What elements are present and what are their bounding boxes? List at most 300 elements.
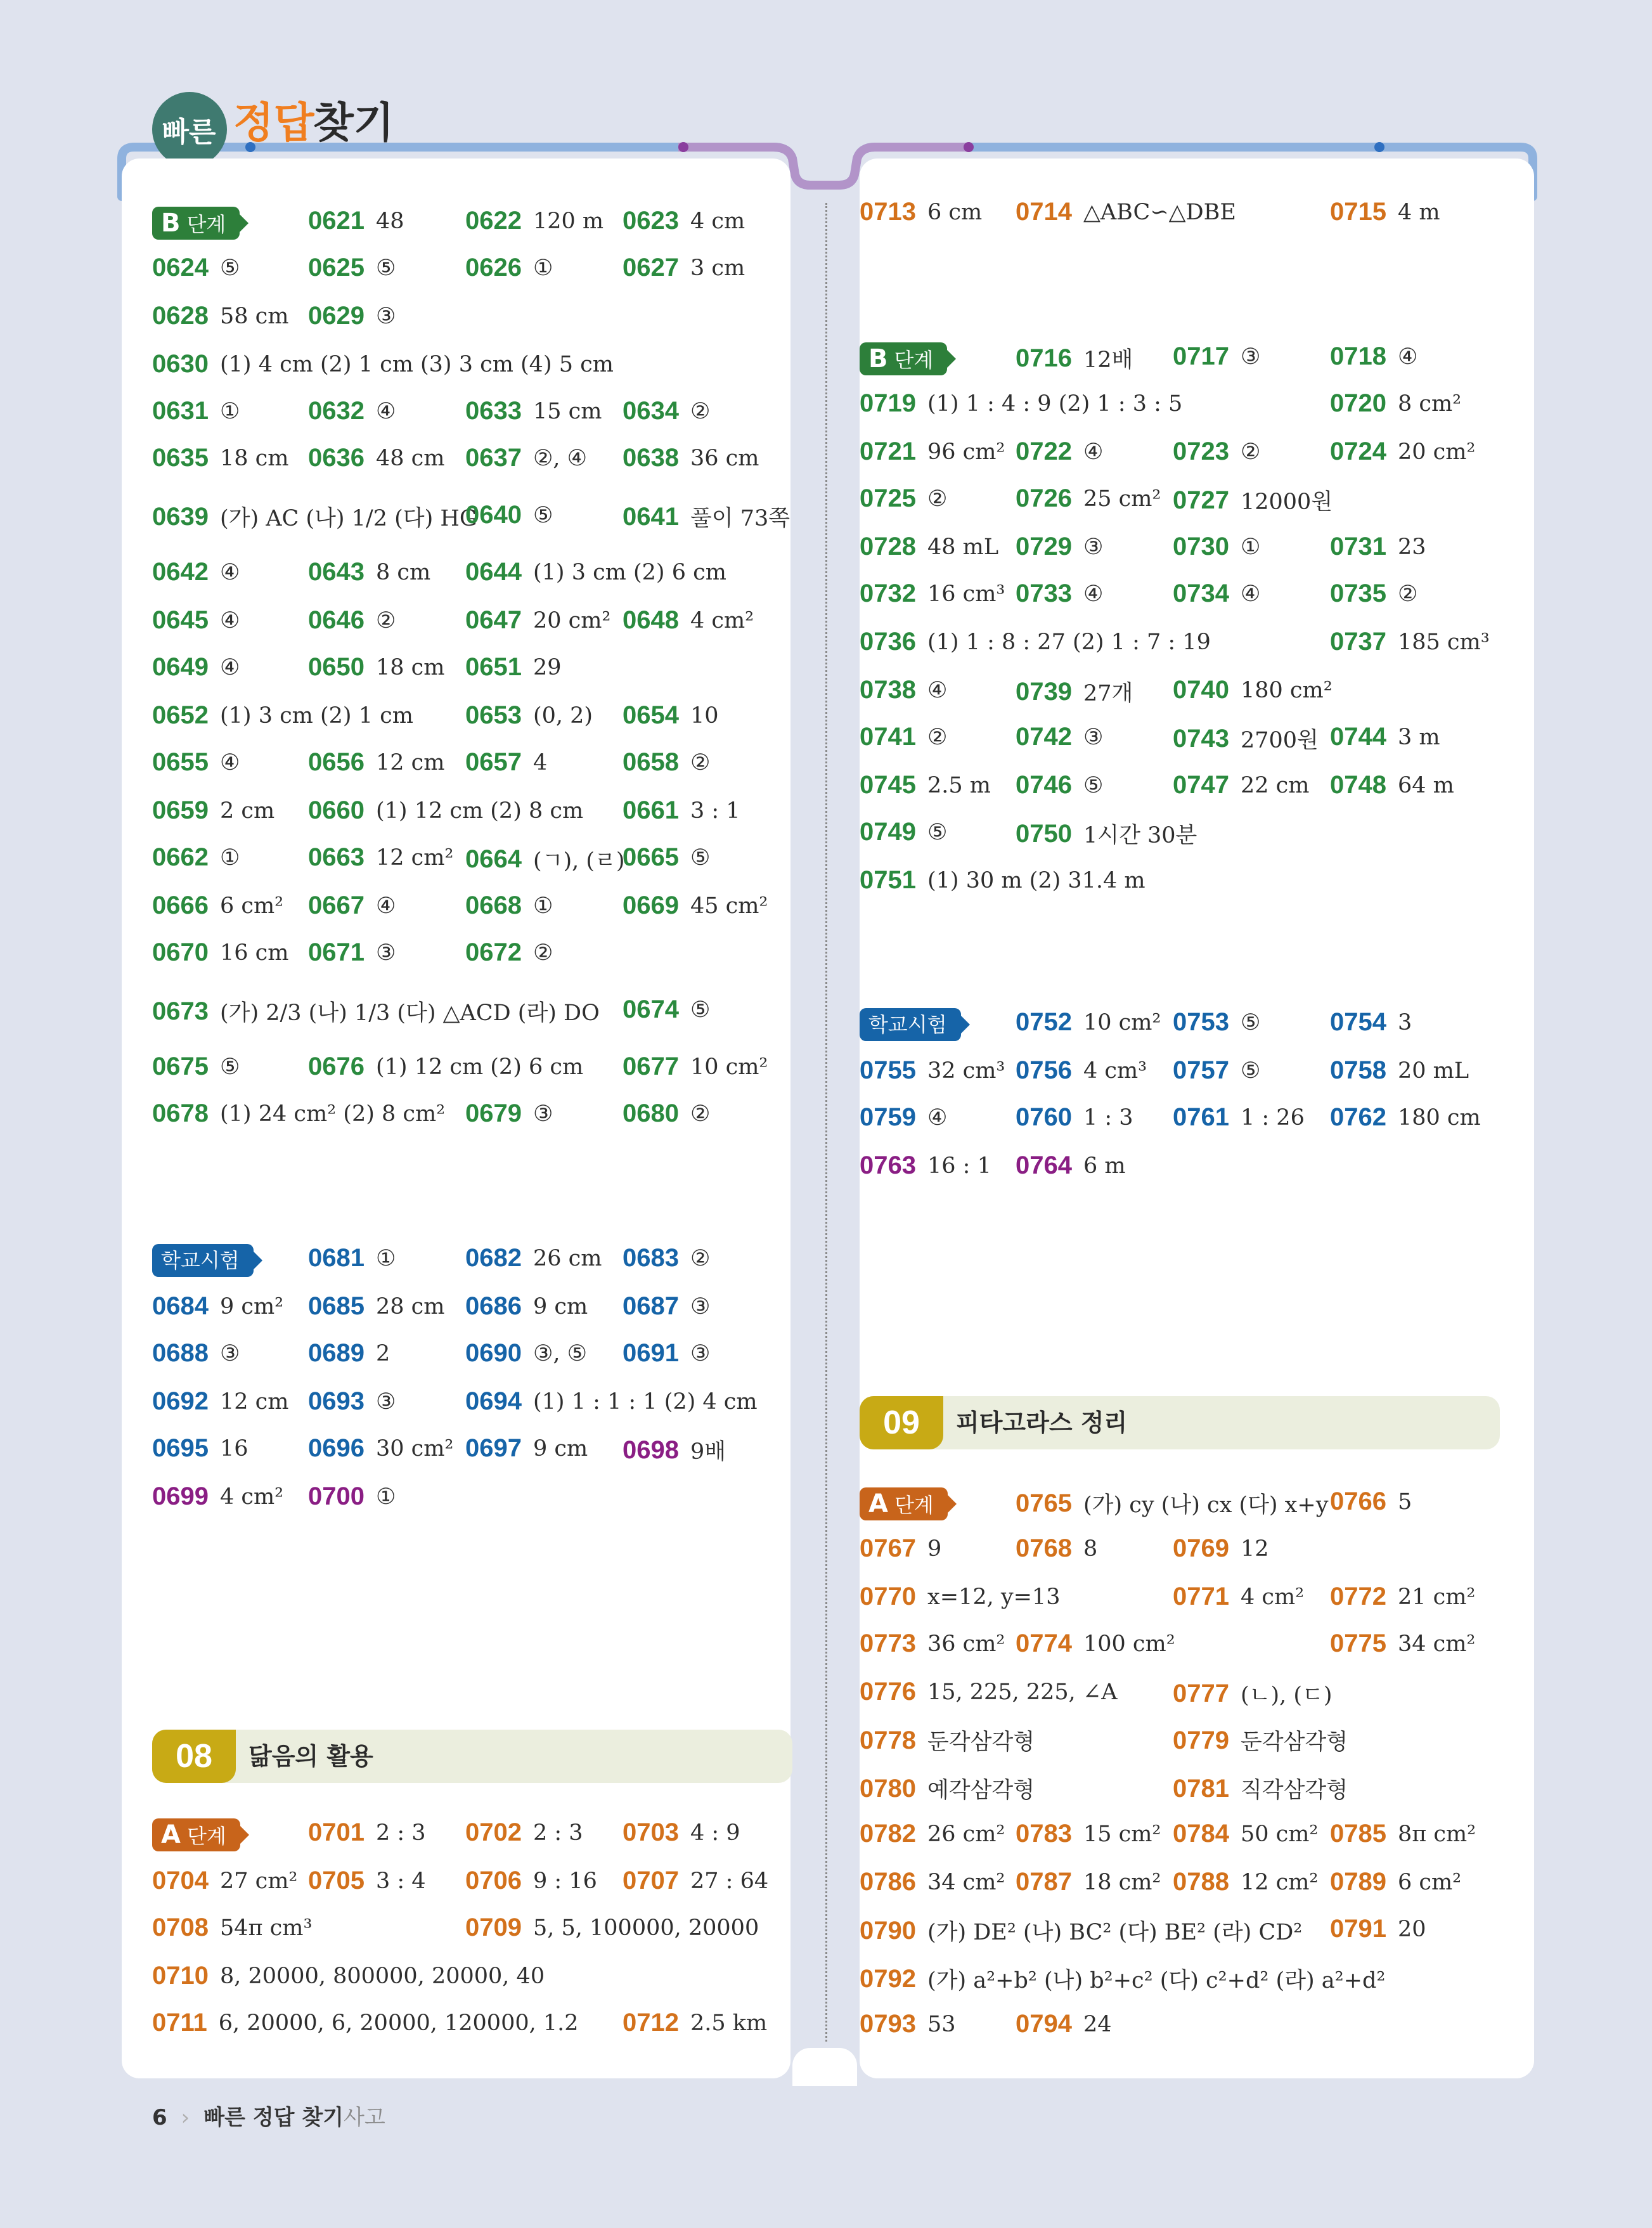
answer-item — [860, 1868, 1005, 1896]
answer-item — [308, 891, 396, 920]
problem-number: 0624 — [152, 254, 209, 282]
answer-value: 12 — [1240, 1536, 1269, 1562]
answer-item — [1330, 1008, 1412, 1037]
badge-label: 단계 — [186, 212, 226, 236]
answer-item — [308, 1244, 396, 1273]
answer-value: 풀이 73쪽 — [690, 506, 791, 531]
answer-value: 8 cm — [375, 559, 431, 585]
problem-number: 0657 — [465, 748, 522, 776]
answer-item — [1330, 437, 1475, 466]
answer-item — [465, 1434, 588, 1463]
answer-value: 8 cm² — [1397, 391, 1462, 417]
problem-number: 0736 — [860, 628, 916, 656]
answer-item — [152, 302, 288, 330]
answer-value: 29 — [532, 654, 562, 680]
answer-value: 48 mL — [927, 534, 999, 560]
answer-item — [465, 891, 553, 920]
badge-label: 단계 — [894, 1493, 934, 1517]
answer-item — [1173, 437, 1260, 466]
problem-number: 0753 — [1173, 1008, 1229, 1036]
answer-value: 18 cm — [219, 445, 289, 471]
answer-value: ⑤ — [532, 502, 553, 528]
problem-number: 0738 — [860, 676, 916, 704]
problem-number: 0787 — [1016, 1868, 1072, 1896]
answer-item — [1330, 1487, 1412, 1516]
answer-item — [623, 1292, 710, 1321]
answer-item — [860, 818, 947, 846]
answer-value: 6 cm² — [219, 893, 284, 919]
answer-item — [1016, 723, 1103, 751]
logo-word-quick: 빠른 — [162, 116, 216, 148]
answer-value: 2 cm — [219, 798, 275, 824]
answer-value: ②, ④ — [532, 445, 587, 471]
answer-item — [152, 397, 240, 425]
answer-item — [1173, 1056, 1260, 1085]
answer-item — [1173, 484, 1333, 516]
answer-value: ⑤ — [1240, 1058, 1261, 1084]
answer-value: ③ — [1083, 534, 1104, 560]
answer-item — [308, 558, 430, 586]
problem-number: 0765 — [1016, 1489, 1072, 1517]
answer-value: 8π cm² — [1397, 1821, 1476, 1847]
answer-value: 8, 20000, 800000, 20000, 40 — [219, 1963, 545, 1989]
answer-value: ② — [690, 1245, 711, 1271]
problem-number: 0627 — [623, 254, 679, 282]
answer-value: ② — [927, 486, 948, 512]
problem-number: 0671 — [308, 938, 365, 966]
answer-value: 32 cm³ — [927, 1058, 1005, 1084]
problem-number: 0722 — [1016, 437, 1072, 465]
answer-item — [1016, 1868, 1161, 1896]
answer-item — [152, 891, 283, 920]
answer-item — [152, 1914, 312, 1942]
chapter-08-header — [152, 1730, 792, 1783]
problem-number: 0768 — [1016, 1534, 1072, 1562]
problem-number: 0641 — [623, 502, 679, 531]
answer-item — [1173, 1868, 1318, 1896]
answer-item — [1016, 1008, 1161, 1037]
answer-item — [860, 1725, 1035, 1756]
problem-number: 0752 — [1016, 1008, 1072, 1036]
left-badge-b-level — [152, 207, 240, 240]
problem-number: 0675 — [152, 1052, 209, 1080]
answer-value: 20 cm² — [1397, 439, 1476, 465]
answer-item — [465, 254, 553, 282]
chevron-right-icon: › — [181, 2105, 190, 2130]
answer-value: (1) 4 cm (2) 1 cm (3) 3 cm (4) 5 cm — [219, 351, 614, 377]
problem-number: 0733 — [1016, 580, 1072, 607]
problem-number: 0702 — [465, 1818, 522, 1846]
answer-value: ③ — [1240, 344, 1261, 370]
column-divider — [825, 203, 827, 2042]
answer-value: 20 mL — [1397, 1058, 1469, 1084]
answer-item — [1016, 1820, 1161, 1848]
problem-number: 0637 — [465, 444, 522, 472]
answer-value: 9 cm² — [219, 1293, 284, 1319]
answer-value: ⑤ — [1240, 1009, 1261, 1035]
answer-item — [1330, 1915, 1426, 1943]
problem-number: 0747 — [1173, 771, 1229, 799]
badge-label: 단계 — [894, 348, 934, 372]
answer-value: ④ — [1240, 581, 1261, 607]
problem-number: 0735 — [1330, 580, 1386, 607]
answer-value: 9 cm — [532, 1435, 588, 1461]
problem-number: 0793 — [860, 2010, 916, 2038]
answer-value: 2.5 m — [927, 772, 991, 798]
problem-number: 0677 — [623, 1052, 679, 1080]
answer-value: x=12, y=13 — [927, 1584, 1061, 1610]
problem-number: 0680 — [623, 1099, 679, 1127]
problem-number: 0650 — [308, 653, 365, 681]
answer-item — [1016, 437, 1103, 466]
answer-value: 4 m — [1397, 199, 1440, 225]
answer-value: 96 cm² — [927, 439, 1005, 465]
answer-item — [1330, 628, 1490, 656]
problem-number: 0774 — [1016, 1629, 1072, 1657]
answer-item — [623, 843, 710, 872]
answer-item — [152, 254, 240, 282]
answer-item — [308, 1387, 396, 1416]
answer-item — [860, 1820, 1005, 1848]
right-badge-school-test — [860, 1008, 961, 1041]
answer-value: ④ — [1083, 581, 1104, 607]
answer-value: 9 — [927, 1536, 942, 1562]
answer-item — [152, 444, 288, 472]
problem-number: 0723 — [1173, 437, 1229, 465]
answer-value: 12000원 — [1240, 489, 1333, 515]
problem-number: 0730 — [1173, 533, 1229, 560]
answer-item — [860, 676, 947, 704]
answer-value: (ㄴ), (ㄷ) — [1240, 1683, 1333, 1708]
answer-item — [1330, 771, 1454, 800]
answer-item — [152, 1339, 240, 1368]
problem-number: 0623 — [623, 207, 679, 235]
answer-value: ④ — [375, 398, 396, 424]
problem-number: 0788 — [1173, 1868, 1229, 1896]
answer-value: ④ — [927, 1104, 948, 1130]
answer-item — [465, 938, 553, 967]
answer-value: 예각삼각형 — [927, 1778, 1035, 1803]
problem-number: 0658 — [623, 748, 679, 776]
answer-item — [308, 1482, 396, 1511]
problem-number: 0794 — [1016, 2010, 1072, 2038]
problem-number: 0743 — [1173, 724, 1229, 753]
answer-item — [860, 1629, 1005, 1658]
problem-number: 0758 — [1330, 1056, 1386, 1084]
problem-number: 0682 — [465, 1244, 522, 1272]
problem-number: 0629 — [308, 302, 365, 330]
problem-number: 0751 — [860, 866, 916, 894]
answer-value: 26 cm — [532, 1245, 602, 1271]
problem-number: 0777 — [1173, 1679, 1229, 1707]
answer-value: 180 cm — [1397, 1104, 1481, 1130]
answer-value: ⑤ — [219, 1054, 240, 1080]
answer-item — [623, 891, 768, 920]
problem-number: 0719 — [860, 389, 916, 417]
problem-number: 0697 — [465, 1434, 522, 1462]
answer-item — [1330, 389, 1461, 418]
chapter-title: 피타고라스 정리 — [956, 1409, 1128, 1437]
answer-value: 20 — [1397, 1916, 1426, 1942]
answer-item — [860, 437, 1005, 466]
problem-number: 0757 — [1173, 1056, 1229, 1084]
answer-item — [623, 254, 745, 282]
problem-number: 0792 — [860, 1964, 916, 1993]
problem-number: 0764 — [1016, 1151, 1072, 1179]
answer-item — [623, 796, 740, 825]
problem-number: 0773 — [860, 1629, 916, 1657]
answer-item — [860, 1678, 1117, 1706]
problem-number: 0706 — [465, 1867, 522, 1894]
answer-item — [860, 484, 947, 513]
answer-item — [308, 1292, 444, 1321]
answer-item — [152, 558, 240, 586]
answer-value: ② — [532, 940, 553, 966]
answer-value: ② — [690, 398, 711, 424]
answer-value: 8 — [1083, 1536, 1098, 1562]
logo-word-answer: 정답 — [233, 98, 314, 147]
answer-item — [152, 1962, 545, 1990]
answer-value: (1) 12 cm (2) 8 cm — [375, 798, 584, 824]
answer-item — [465, 653, 562, 682]
answer-item — [1173, 1820, 1318, 1848]
answer-value: 1시간 30분 — [1083, 823, 1197, 848]
answer-value: ③, ⑤ — [532, 1340, 587, 1366]
answer-item — [308, 938, 396, 967]
answer-item — [1330, 342, 1417, 371]
answer-value: ② — [1240, 439, 1261, 465]
answer-value: 3 m — [1397, 724, 1440, 750]
answer-value: ④ — [219, 749, 240, 775]
answer-value: 4 cm³ — [1083, 1058, 1147, 1084]
answer-item — [1016, 676, 1133, 708]
answer-value: ③ — [690, 1340, 711, 1366]
problem-number: 0775 — [1330, 1629, 1386, 1657]
answer-value: ⑤ — [1083, 772, 1104, 798]
problem-number: 0667 — [308, 891, 365, 919]
answer-item — [308, 1052, 583, 1081]
answer-value: 15, 225, 225, ∠A — [927, 1679, 1118, 1705]
answer-item — [1330, 580, 1417, 608]
problem-number: 0685 — [308, 1292, 365, 1320]
badge-letter: B — [868, 344, 888, 373]
answer-value: 64 m — [1397, 772, 1454, 798]
problem-number: 0695 — [152, 1434, 209, 1462]
answer-item — [465, 606, 610, 635]
answer-value: 둔각삼각형 — [1240, 1730, 1348, 1755]
problem-number: 0670 — [152, 938, 209, 966]
answer-value: 18 cm² — [1083, 1869, 1161, 1895]
answer-value: (가) DE² (나) BC² (다) BE² (라) CD² — [927, 1920, 1303, 1945]
answer-item — [1016, 580, 1103, 608]
answer-item — [465, 1292, 588, 1321]
footer-suffix: 사고 — [344, 2105, 385, 2130]
answer-item — [465, 207, 603, 235]
answer-value: ② — [927, 724, 948, 750]
answer-item — [308, 1339, 390, 1368]
answer-item — [1016, 818, 1197, 850]
problem-number: 0734 — [1173, 580, 1229, 607]
answer-item — [308, 1434, 453, 1463]
problem-number: 0776 — [860, 1678, 916, 1706]
problem-number: 0643 — [308, 558, 365, 586]
problem-number: 0713 — [860, 198, 916, 226]
problem-number: 0756 — [1016, 1056, 1072, 1084]
answer-value: 36 cm — [690, 445, 759, 471]
answer-item — [860, 1056, 1005, 1085]
problem-number: 0662 — [152, 843, 209, 871]
problem-number: 0728 — [860, 533, 916, 560]
answer-value: 24 — [1083, 2011, 1112, 2037]
answer-item — [1016, 1629, 1175, 1658]
answer-value: 12 cm — [219, 1389, 289, 1415]
problem-number: 0782 — [860, 1820, 916, 1848]
badge-letter: B — [161, 209, 181, 238]
problem-number: 0630 — [152, 350, 209, 378]
problem-number: 0724 — [1330, 437, 1386, 465]
answer-item — [860, 1151, 991, 1180]
problem-number: 0746 — [1016, 771, 1072, 799]
problem-number: 0672 — [465, 938, 522, 966]
answer-value: ④ — [219, 654, 240, 680]
answer-value: (1) 3 cm (2) 6 cm — [532, 559, 726, 585]
answer-item — [152, 1099, 445, 1128]
problem-number: 0729 — [1016, 533, 1072, 560]
answer-value: 3 : 1 — [690, 798, 740, 824]
answer-item — [308, 254, 396, 282]
answer-item — [623, 397, 710, 425]
answer-item — [860, 389, 1182, 418]
answer-value: ① — [219, 398, 240, 424]
problem-number: 0717 — [1173, 342, 1229, 370]
answer-item — [465, 1339, 587, 1368]
problem-number: 0754 — [1330, 1008, 1386, 1036]
answer-item — [308, 444, 444, 472]
left-badge-school-test — [152, 1244, 254, 1277]
answer-item — [152, 1387, 288, 1416]
problem-number: 0634 — [623, 397, 679, 425]
problem-number: 0720 — [1330, 389, 1386, 417]
problem-number: 0633 — [465, 397, 522, 425]
problem-number: 0785 — [1330, 1820, 1386, 1848]
answer-item — [623, 207, 745, 235]
problem-number: 0626 — [465, 254, 522, 282]
problem-number: 0760 — [1016, 1103, 1072, 1131]
answer-value: 6 cm² — [1397, 1869, 1462, 1895]
answer-item — [1330, 723, 1440, 751]
problem-number: 0749 — [860, 818, 916, 846]
answer-value: ④ — [219, 607, 240, 633]
problem-number: 0681 — [308, 1244, 365, 1272]
problem-number: 0783 — [1016, 1820, 1072, 1848]
problem-number: 0663 — [308, 843, 365, 871]
problem-number: 0679 — [465, 1099, 522, 1127]
answer-item — [152, 1052, 240, 1081]
problem-number: 0750 — [1016, 819, 1072, 848]
answer-value: (1) 24 cm² (2) 8 cm² — [219, 1101, 446, 1127]
answer-value: ② — [375, 607, 396, 633]
problem-number: 0715 — [1330, 198, 1386, 226]
problem-number: 0648 — [623, 606, 679, 634]
answer-value: ③ — [532, 1101, 553, 1127]
answer-item — [860, 198, 982, 226]
problem-number: 0727 — [1173, 486, 1229, 514]
chapter-number: 09 — [860, 1396, 943, 1449]
problem-number: 0718 — [1330, 342, 1386, 370]
answer-item — [1330, 533, 1426, 561]
answer-value: 100 cm² — [1083, 1631, 1175, 1657]
answer-item — [1330, 1868, 1461, 1896]
answer-item — [1016, 342, 1133, 374]
answer-item — [623, 1099, 710, 1128]
problem-number: 0791 — [1330, 1915, 1386, 1943]
answer-item — [152, 1434, 248, 1463]
answer-item — [623, 2009, 767, 2037]
problem-number: 0742 — [1016, 723, 1072, 751]
answer-value: (가) a²+b² (나) b²+c² (다) c²+d² (라) a²+d² — [927, 1968, 1386, 1993]
answer-value: 54π cm³ — [219, 1915, 313, 1941]
answer-value: 2 : 3 — [532, 1820, 583, 1846]
answer-value: ② — [690, 1101, 711, 1127]
bottom-notch — [792, 2048, 857, 2086]
problem-number: 0781 — [1173, 1774, 1229, 1803]
problem-number: 0779 — [1173, 1726, 1229, 1754]
answer-value: 3 : 4 — [375, 1868, 426, 1894]
answer-item — [465, 1387, 758, 1416]
answer-item — [152, 843, 240, 872]
chapter-title: 닮음의 활용 — [248, 1742, 373, 1770]
problem-number: 0784 — [1173, 1820, 1229, 1848]
answer-item — [623, 701, 719, 730]
answer-item — [1173, 723, 1319, 755]
problem-number: 0769 — [1173, 1534, 1229, 1562]
answer-value: ④ — [1397, 344, 1418, 370]
answer-item — [308, 606, 396, 635]
problem-number: 0698 — [623, 1435, 679, 1464]
answer-item — [860, 580, 1005, 608]
answer-value: ① — [375, 1484, 396, 1510]
answer-item — [860, 1103, 947, 1132]
answer-value: ③ — [375, 940, 396, 966]
answer-value: (0, 2) — [532, 703, 593, 729]
answer-value: 12 cm² — [1240, 1869, 1319, 1895]
problem-number: 0639 — [152, 502, 209, 531]
problem-number: 0665 — [623, 843, 679, 871]
footer-title: 빠른 정답 찾기 — [203, 2105, 344, 2130]
answer-item — [465, 501, 553, 529]
answer-item — [1016, 198, 1236, 226]
problem-number: 0705 — [308, 1867, 365, 1894]
problem-number: 0689 — [308, 1339, 365, 1367]
problem-number: 0646 — [308, 606, 365, 634]
problem-number: 0690 — [465, 1339, 522, 1367]
answer-value: 12 cm — [375, 749, 445, 775]
answer-item — [623, 748, 710, 777]
answer-value: 9 cm — [532, 1293, 588, 1319]
problem-number: 0721 — [860, 437, 916, 465]
answer-item — [623, 1244, 710, 1273]
answer-value: 12배 — [1083, 347, 1133, 373]
answer-value: ⑤ — [927, 819, 948, 845]
right-badge-b-level — [860, 342, 947, 375]
problem-number: 0759 — [860, 1103, 916, 1131]
answer-item — [1173, 533, 1260, 561]
answer-item — [152, 1292, 283, 1321]
problem-number: 0771 — [1173, 1583, 1229, 1610]
answer-item — [308, 748, 444, 777]
answer-item — [308, 207, 404, 235]
answer-value: ④ — [927, 677, 948, 703]
